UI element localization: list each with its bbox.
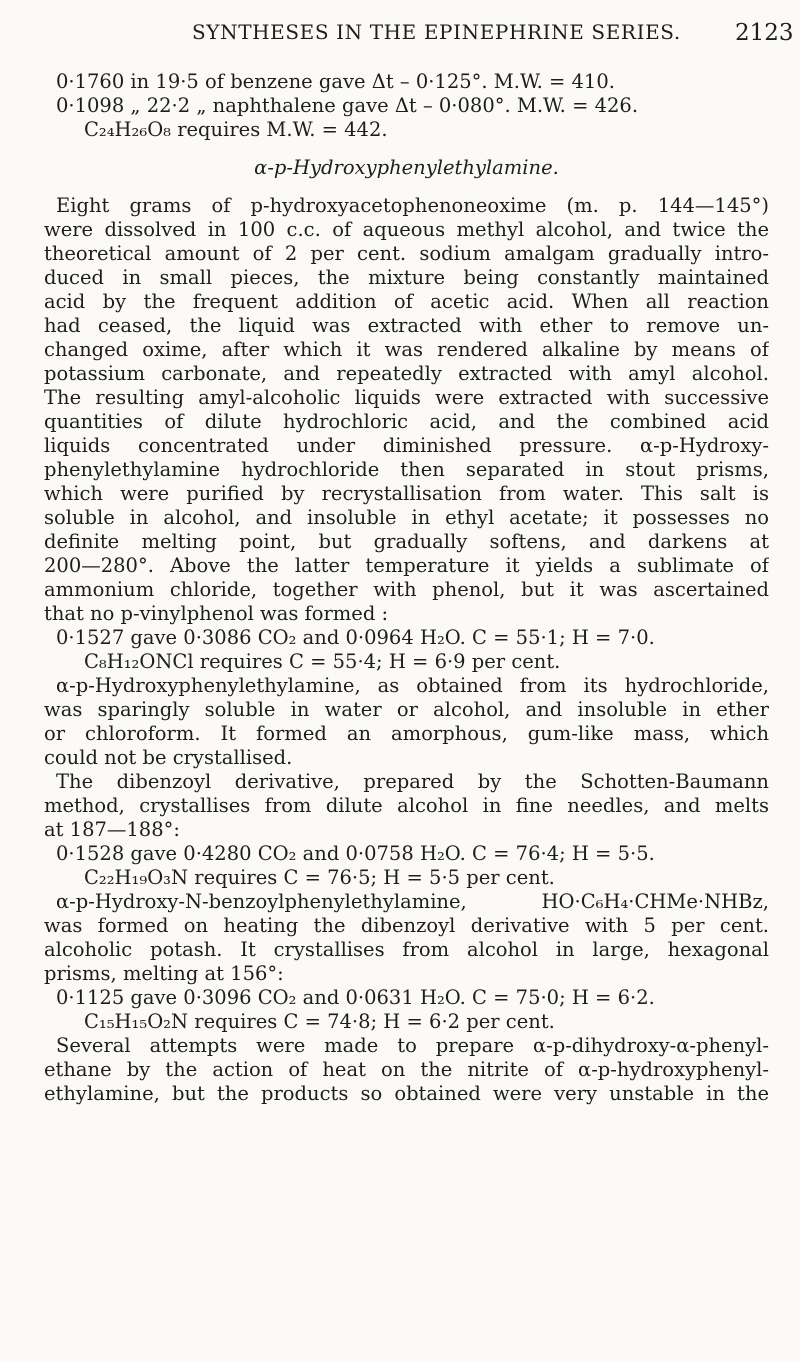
analysis-line: 0·1125 gave 0·3096 CO₂ and 0·0631 H₂O. C = 75·0; H = 6·2.: [56, 986, 655, 1009]
text-line: theoretical amount of 2 per cent. sodium amalgam gradually intro-: [44, 242, 769, 265]
page-number: 2123: [735, 20, 794, 46]
text-line: duced in small pieces, the mixture being constantly maintained: [44, 266, 769, 289]
text-line: ethane by the action of heat on the nitrite of α-p-hydroxyphenyl-: [44, 1058, 769, 1081]
text-line: was formed on heating the dibenzoyl derivative with 5 per cent.: [44, 914, 769, 937]
text-line: The dibenzoyl derivative, prepared by the Schotten-Baumann: [56, 770, 769, 793]
body-text: [44, 70, 769, 1106]
analysis-line: C₁₅H₁₅O₂N requires C = 74·8; H = 6·2 per cent.: [84, 1010, 555, 1033]
text-line: or chloroform. It formed an amorphous, gum-like mass, which: [44, 722, 769, 745]
text-line: 0·1098 „ 22·2 „ naphthalene gave Δt – 0·080°. M.W. = 426.: [56, 94, 639, 117]
analysis-line: C₈H₁₂ONCl requires C = 55·4; H = 6·9 per cent.: [84, 650, 561, 673]
text-line: ethylamine, but the products so obtained were very unstable in the: [44, 1082, 769, 1105]
text-line: soluble in alcohol, and insoluble in ethyl acetate; it possesses no: [44, 506, 769, 529]
page-header: [0, 20, 800, 54]
analysis-line: 0·1527 gave 0·3086 CO₂ and 0·0964 H₂O. C = 55·1; H = 7·0.: [56, 626, 655, 649]
text-line: Eight grams of p-hydroxyacetophenoneoxime (m. p. 144—145°): [56, 194, 769, 217]
text-line: α-p-Hydroxyphenylethylamine, as obtained from its hydrochloride,: [56, 674, 769, 697]
text-line: ammonium chloride, together with phenol, but it was ascertained: [44, 578, 769, 601]
text-line: at 187—188°:: [44, 818, 180, 841]
text-line: liquids concentrated under diminished pressure. α-p-Hydroxy-: [44, 434, 769, 457]
text-line: was sparingly soluble in water or alcohol, and insoluble in ether: [44, 698, 769, 721]
text-line: phenylethylamine hydrochloride then separated in stout prisms,: [44, 458, 769, 481]
text-line: definite melting point, but gradually softens, and darkens at: [44, 530, 769, 553]
text-line: potassium carbonate, and repeatedly extracted with amyl alcohol.: [44, 362, 769, 385]
analysis-line: 0·1528 gave 0·4280 CO₂ and 0·0758 H₂O. C = 76·4; H = 5·5.: [56, 842, 655, 865]
text-line: Several attempts were made to prepare α-p-dihydroxy-α-phenyl-: [56, 1034, 769, 1057]
text-line: that no p-vinylphenol was formed :: [44, 602, 389, 625]
text-line: had ceased, the liquid was extracted with ether to remove un-: [44, 314, 769, 337]
text-line: prisms, melting at 156°:: [44, 962, 284, 985]
text-line: The resulting amyl-alcoholic liquids were extracted with successive: [44, 386, 769, 409]
text-line: C₂₄H₂₆O₈ requires M.W. = 442.: [84, 118, 388, 141]
text-line: were dissolved in 100 c.c. of aqueous methyl alcohol, and twice the: [44, 218, 769, 241]
text-line: which were purified by recrystallisation from water. This salt is: [44, 482, 769, 505]
text-line: acid by the frequent addition of acetic acid. When all reaction: [44, 290, 769, 313]
text-line: quantities of dilute hydrochloric acid, and the combined acid: [44, 410, 769, 433]
analysis-line: C₂₂H₁₉O₃N requires C = 76·5; H = 5·5 per cent.: [84, 866, 555, 889]
text-line: could not be crystallised.: [44, 746, 293, 769]
section-heading: α-p-Hydroxyphenylethylamine.: [254, 156, 559, 179]
text-line: 200—280°. Above the latter temperature it yields a sublimate of: [44, 554, 769, 577]
text-line: changed oxime, after which it was rendered alkaline by means of: [44, 338, 769, 361]
text-line: alcoholic potash. It crystallises from alcohol in large, hexagonal: [44, 938, 769, 961]
running-title: SYNTHESES IN THE EPINEPHRINE SERIES.: [192, 20, 681, 44]
text-line: 0·1760 in 19·5 of benzene gave Δt – 0·125°. M.W. = 410.: [56, 70, 615, 93]
text-line: α-p-Hydroxy-N-benzoylphenylethylamine, HO·C₆H₄·CHMe·NHBz,: [56, 890, 769, 913]
text-line: method, crystallises from dilute alcohol in fine needles, and melts: [44, 794, 769, 817]
